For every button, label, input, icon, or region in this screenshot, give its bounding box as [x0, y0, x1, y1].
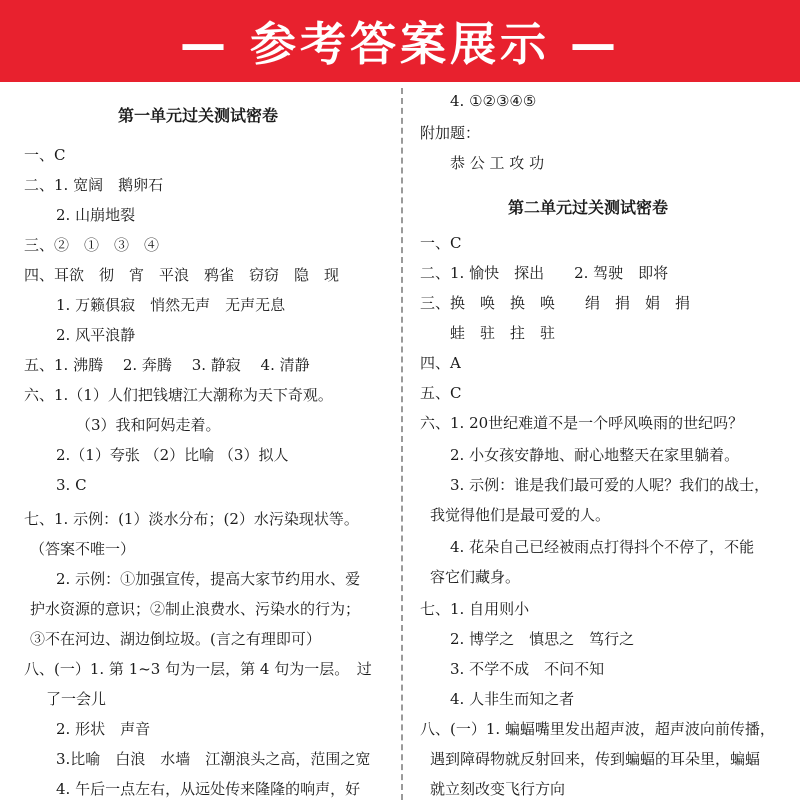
answer-line: 七、1. 示例：(1）淡水分布；(2）水污染现状等。	[24, 510, 359, 528]
answer-line: 三、② ① ③ ④	[24, 236, 160, 254]
answer-line: 容它们藏身。	[430, 568, 521, 586]
answer-line: 4. ①②③④⑤	[450, 92, 537, 110]
unit1-heading: 第一单元过关测试密卷	[118, 106, 279, 125]
answer-line: 五、C	[420, 384, 462, 402]
answer-line: 我觉得他们是最可爱的人。	[430, 506, 611, 524]
answer-line: 二、1. 宽阔 鹅卵石	[24, 176, 164, 194]
answer-line: 蛙 驻 拄 驻	[450, 324, 556, 342]
answer-line: 3. 不学不成 不问不知	[450, 660, 605, 678]
answer-line: 四、A	[420, 354, 461, 372]
answer-line: 恭 公 工 攻 功	[450, 154, 545, 172]
answer-line: 就立刻改变飞行方向	[430, 780, 566, 798]
answer-line: 附加题：	[420, 124, 481, 142]
answer-line: 2. 风平浪静	[56, 326, 136, 344]
answer-line: 护水资源的意识；②制止浪费水、污染水的行为；	[30, 600, 361, 618]
answer-line: 2. 小女孩安静地、耐心地整天在家里躺着。	[450, 446, 740, 464]
answer-line: 二、1. 愉快 探出 2. 驾驶 即将	[420, 264, 669, 282]
answer-line: 六、1.（1）人们把钱塘江大潮称为天下奇观。	[24, 386, 333, 404]
answer-line: 四、耳欲 彻 宵 平浪 鸦雀 窃窃 隐 现	[24, 266, 340, 284]
answer-line: 七、1. 自用则小	[420, 600, 530, 618]
answer-line: 4. 午后一点左右，从远处传来隆隆的响声，好	[56, 780, 361, 798]
answer-line: 2. 形状 声音	[56, 720, 151, 738]
answer-line: 1. 万籁俱寂 悄然无声 无声无息	[56, 296, 286, 314]
column-divider	[401, 88, 403, 800]
answer-line: 三、换 唤 换 唤 绢 捐 娟 捐	[420, 294, 691, 312]
answer-line: 八、(一）1. 第 1~3 句为一层，第 4 句为一层。 过	[24, 660, 372, 678]
answer-line: 2. 山崩地裂	[56, 206, 136, 224]
answer-line: 3. 示例：谁是我们最可爱的人呢？我们的战士，	[450, 476, 770, 494]
answer-line: 八、(一）1. 蝙蝠嘴里发出超声波，超声波向前传播，	[420, 720, 775, 738]
answer-line: 遇到障碍物就反射回来，传到蝙蝠的耳朵里，蝙蝠	[430, 750, 761, 768]
answer-line: （3）我和阿妈走着。	[76, 416, 221, 434]
title-banner	[0, 0, 800, 82]
answer-line: ③不在河边、湖边倒垃圾。(言之有理即可）	[30, 630, 321, 648]
answer-line: 一、C	[24, 146, 66, 164]
answer-line: 了一会儿	[46, 690, 107, 708]
banner-title: — 参考答案展示 —	[179, 17, 621, 71]
answer-line: 五、1. 沸腾 2. 奔腾 3. 静寂 4. 清静	[24, 356, 310, 374]
answer-line: 3.比喻 白浪 水墙 江潮浪头之高，范围之宽	[56, 750, 371, 768]
answer-line: 4. 人非生而知之者	[450, 690, 575, 708]
unit2-heading: 第二单元过关测试密卷	[508, 198, 669, 217]
answer-line: 2. 示例：①加强宣传，提高大家节约用水、爱	[56, 570, 361, 588]
answer-line: 一、C	[420, 234, 462, 252]
answer-line: 2. 博学之 慎思之 笃行之	[450, 630, 635, 648]
answer-line: 2.（1）夸张 （2）比喻 （3）拟人	[56, 446, 289, 464]
answer-line: 六、1. 20世纪难道不是一个呼风唤雨的世纪吗？	[420, 414, 744, 432]
answer-line: （答案不唯一）	[30, 540, 136, 558]
answer-line: 3. C	[56, 476, 87, 494]
answer-line: 4. 花朵自己已经被雨点打得抖个不停了，不能	[450, 538, 755, 556]
